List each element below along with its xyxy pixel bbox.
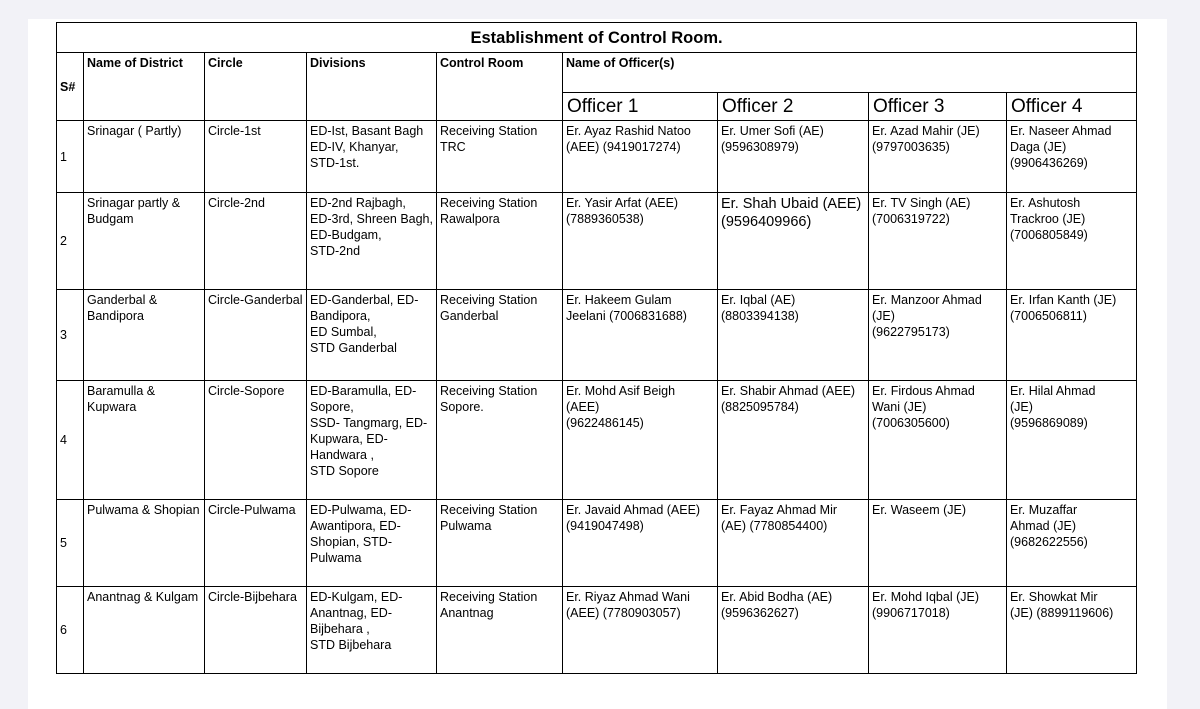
cell-line: Trackroo (JE) xyxy=(1010,212,1086,226)
cell-divisions xyxy=(307,381,437,500)
cell-line: Er. TV Singh (AE) xyxy=(872,196,971,210)
cell-line: Receiving Station xyxy=(440,503,538,517)
cell-line: Er. Fayaz Ahmad Mir xyxy=(721,503,838,517)
cell-divisions xyxy=(307,587,437,674)
cell-line: Er. Iqbal (AE) xyxy=(721,293,796,307)
cell-line: Awantipora, ED- xyxy=(310,519,401,533)
header-officer-2: Officer 2 xyxy=(718,93,869,121)
cell-line: Er. Ashutosh xyxy=(1010,196,1081,210)
cell-circle: Circle-2nd xyxy=(205,193,307,290)
cell-circle: Circle-Ganderbal xyxy=(205,290,307,381)
cell-line: Bijbehara , xyxy=(310,622,370,636)
cell-line: (9622795173) xyxy=(872,325,950,339)
cell-divisions xyxy=(307,121,437,193)
cell-officer-4 xyxy=(1007,290,1137,381)
cell-officer-3 xyxy=(869,121,1007,193)
header-sno: S# xyxy=(57,53,84,121)
cell-line: ED-Budgam, xyxy=(310,228,382,242)
cell-district: Pulwama & Shopian xyxy=(84,500,205,587)
cell-line: Anantnag, ED- xyxy=(310,606,392,620)
cell-officer-2 xyxy=(718,381,869,500)
cell-officer-1 xyxy=(563,121,718,193)
header-officer-4: Officer 4 xyxy=(1007,93,1137,121)
cell-line: (AEE) xyxy=(566,400,600,414)
cell-line: (AEE) (9419017274) xyxy=(566,140,681,154)
cell-sno: 2 xyxy=(57,193,84,290)
cell-line: Daga (JE) xyxy=(1010,140,1067,154)
cell-line: ED-Baramulla, ED- xyxy=(310,384,417,398)
cell-line: (8803394138) xyxy=(721,309,799,323)
cell-line: Jeelani (7006831688) xyxy=(566,309,687,323)
cell-circle: Circle-Pulwama xyxy=(205,500,307,587)
cell-line: Er. Yasir Arfat (AEE) xyxy=(566,196,679,210)
cell-sno: 6 xyxy=(57,587,84,674)
cell-sno: 5 xyxy=(57,500,84,587)
cell-divisions xyxy=(307,500,437,587)
cell-line: STD Bijbehara xyxy=(310,638,392,652)
cell-line: Sopore, xyxy=(310,400,354,414)
cell-line: (9906717018) xyxy=(872,606,950,620)
cell-line: Pulwama xyxy=(440,519,492,533)
cell-line: Er. Muzaffar xyxy=(1010,503,1078,517)
table-row xyxy=(57,121,1137,193)
cell-sno: 4 xyxy=(57,381,84,500)
cell-line: ED-3rd, Shreen Bagh, xyxy=(310,212,433,226)
cell-line: Er. Umer Sofi (AE) xyxy=(721,124,824,138)
cell-officer-1 xyxy=(563,290,718,381)
cell-officer-3 xyxy=(869,500,1007,587)
cell-line: Er. Abid Bodha (AE) xyxy=(721,590,833,604)
table-row xyxy=(57,290,1137,381)
cell-circle: Circle-1st xyxy=(205,121,307,193)
cell-line: Er. Ayaz Rashid Natoo xyxy=(566,124,691,138)
cell-officer-4 xyxy=(1007,121,1137,193)
cell-officer-4 xyxy=(1007,587,1137,674)
cell-line: (9797003635) xyxy=(872,140,950,154)
cell-district: Baramulla & Kupwara xyxy=(84,381,205,500)
header-officer-1: Officer 1 xyxy=(563,93,718,121)
cell-line: Er. Firdous Ahmad xyxy=(872,384,975,398)
cell-line: Anantnag xyxy=(440,606,494,620)
cell-line: Er. Mohd Asif Beigh xyxy=(566,384,676,398)
cell-line: ED-Ist, Basant Bagh xyxy=(310,124,424,138)
cell-line: (7006305600) xyxy=(872,416,950,430)
cell-line: (9596409966) xyxy=(721,214,812,230)
cell-officer-2 xyxy=(718,193,869,290)
table-title: Establishment of Control Room. xyxy=(57,23,1137,53)
cell-line: Er. Manzoor Ahmad xyxy=(872,293,982,307)
cell-district: Anantnag & Kulgam xyxy=(84,587,205,674)
cell-district: Srinagar ( Partly) xyxy=(84,121,205,193)
header-district: Name of District xyxy=(84,53,205,121)
cell-line: ED-2nd Rajbagh, xyxy=(310,196,406,210)
cell-officer-1 xyxy=(563,193,718,290)
cell-line: ED-IV, Khanyar, xyxy=(310,140,399,154)
cell-officer-2 xyxy=(718,121,869,193)
control-room-table xyxy=(56,22,1137,674)
cell-officer-1 xyxy=(563,587,718,674)
cell-line: Wani (JE) xyxy=(872,400,927,414)
document-page xyxy=(28,19,1167,709)
cell-line: Er. Shabir Ahmad (AEE) xyxy=(721,384,856,398)
cell-line: (AEE) (7780903057) xyxy=(566,606,681,620)
table-row xyxy=(57,381,1137,500)
cell-officer-1 xyxy=(563,500,718,587)
cell-line: Sopore. xyxy=(440,400,484,414)
cell-district: Srinagar partly & Budgam xyxy=(84,193,205,290)
header-circle: Circle xyxy=(205,53,307,121)
cell-line: Receiving Station xyxy=(440,124,538,138)
header-divisions: Divisions xyxy=(307,53,437,121)
cell-line: (7006805849) xyxy=(1010,228,1088,242)
cell-line: TRC xyxy=(440,140,466,154)
cell-line: Er. Azad Mahir (JE) xyxy=(872,124,980,138)
cell-line: STD Ganderbal xyxy=(310,341,397,355)
cell-line: (9419047498) xyxy=(566,519,644,533)
cell-circle: Circle-Bijbehara xyxy=(205,587,307,674)
cell-line: SSD- Tangmarg, ED- xyxy=(310,416,428,430)
cell-officer-2 xyxy=(718,290,869,381)
cell-line: (7889360538) xyxy=(566,212,644,226)
cell-line: Er. Waseem (JE) xyxy=(872,503,966,517)
cell-line: STD Sopore xyxy=(310,464,379,478)
cell-officer-2 xyxy=(718,587,869,674)
cell-line: Receiving Station xyxy=(440,384,538,398)
header-officer-3: Officer 3 xyxy=(869,93,1007,121)
cell-line: (9622486145) xyxy=(566,416,644,430)
cell-line: Handwara , xyxy=(310,448,374,462)
cell-line: (9682622556) xyxy=(1010,535,1088,549)
table-row xyxy=(57,500,1137,587)
table-body xyxy=(57,121,1137,674)
cell-line: Er. Hilal Ahmad xyxy=(1010,384,1096,398)
cell-line: Er. Javaid Ahmad (AEE) xyxy=(566,503,701,517)
cell-officer-3 xyxy=(869,381,1007,500)
cell-line: Rawalpora xyxy=(440,212,500,226)
cell-line: Receiving Station xyxy=(440,590,538,604)
cell-line: (9906436269) xyxy=(1010,156,1088,170)
cell-officer-3 xyxy=(869,193,1007,290)
cell-line: (8825095784) xyxy=(721,400,799,414)
cell-district: Ganderbal & Bandipora xyxy=(84,290,205,381)
cell-line: Er. Naseer Ahmad xyxy=(1010,124,1112,138)
cell-line: (JE) xyxy=(1010,400,1033,414)
cell-officer-1 xyxy=(563,381,718,500)
cell-control-room xyxy=(437,381,563,500)
cell-line: ED-Ganderbal, ED- xyxy=(310,293,419,307)
cell-line: (7006319722) xyxy=(872,212,950,226)
cell-line: ED-Kulgam, ED- xyxy=(310,590,403,604)
cell-officer-4 xyxy=(1007,193,1137,290)
table-row xyxy=(57,587,1137,674)
cell-control-room xyxy=(437,500,563,587)
cell-line: ED-Pulwama, ED- xyxy=(310,503,412,517)
cell-control-room xyxy=(437,587,563,674)
cell-line: Er. Showkat Mir xyxy=(1010,590,1098,604)
cell-sno: 3 xyxy=(57,290,84,381)
cell-line: (9596869089) xyxy=(1010,416,1088,430)
cell-line: Pulwama xyxy=(310,551,362,565)
cell-line: (JE) (8899119606) xyxy=(1010,606,1114,620)
cell-line: (9596362627) xyxy=(721,606,799,620)
cell-officer-3 xyxy=(869,587,1007,674)
header-control-room: Control Room xyxy=(437,53,563,121)
cell-line: Er. Hakeem Gulam xyxy=(566,293,672,307)
cell-control-room xyxy=(437,193,563,290)
cell-line: STD-2nd xyxy=(310,244,361,258)
cell-sno: 1 xyxy=(57,121,84,193)
cell-line: Er. Irfan Kanth (JE) xyxy=(1010,293,1117,307)
cell-line: ED Sumbal, xyxy=(310,325,377,339)
cell-officer-4 xyxy=(1007,500,1137,587)
cell-line: STD-1st. xyxy=(310,156,360,170)
cell-divisions xyxy=(307,193,437,290)
cell-control-room xyxy=(437,121,563,193)
cell-line: (JE) xyxy=(872,309,895,323)
cell-line: Er. Riyaz Ahmad Wani xyxy=(566,590,690,604)
cell-line: Er. Shah Ubaid (AEE) xyxy=(721,196,862,212)
cell-line: (AE) (7780854400) xyxy=(721,519,828,533)
cell-officer-2 xyxy=(718,500,869,587)
cell-line: Shopian, STD- xyxy=(310,535,392,549)
header-officers: Name of Officer(s) xyxy=(563,53,1137,93)
cell-line: Kupwara, ED- xyxy=(310,432,388,446)
cell-circle: Circle-Sopore xyxy=(205,381,307,500)
cell-line: Ganderbal xyxy=(440,309,499,323)
cell-line: (7006506811) xyxy=(1010,309,1087,323)
cell-divisions xyxy=(307,290,437,381)
cell-line: Bandipora, xyxy=(310,309,371,323)
cell-line: Ahmad (JE) xyxy=(1010,519,1076,533)
cell-line: (9596308979) xyxy=(721,140,799,154)
table-row xyxy=(57,193,1137,290)
cell-line: Receiving Station xyxy=(440,196,538,210)
cell-officer-4 xyxy=(1007,381,1137,500)
cell-line: Er. Mohd Iqbal (JE) xyxy=(872,590,979,604)
cell-line: Receiving Station xyxy=(440,293,538,307)
cell-control-room xyxy=(437,290,563,381)
cell-officer-3 xyxy=(869,290,1007,381)
